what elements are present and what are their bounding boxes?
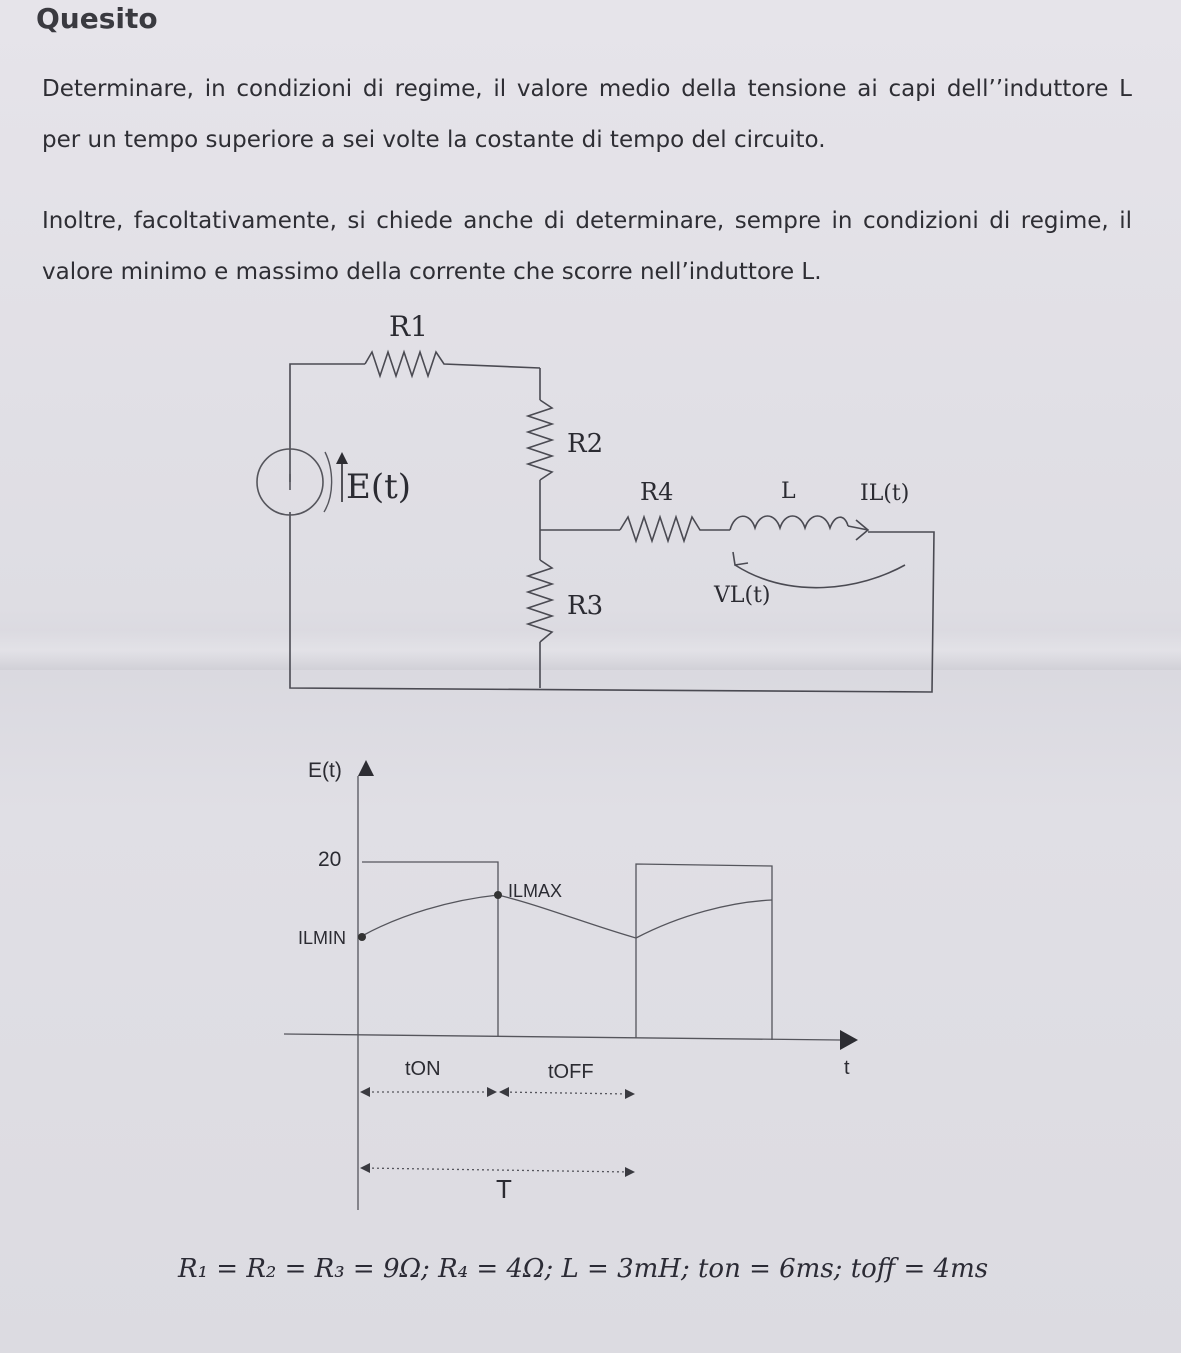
r1-label: R1 [389, 310, 428, 343]
il-min-dot [358, 933, 366, 941]
r3-label: R3 [567, 591, 604, 621]
pulse-1 [362, 862, 498, 1036]
level-label: 20 [318, 848, 342, 871]
page-title: Quesito [36, 2, 158, 35]
optional-paragraph: Inoltre, facoltativamente, si chiede anche di determinare, sempre in condizioni di regime, il valore minimo e massimo della corrente che scorre nell’induttore L. [42, 208, 1132, 285]
y-axis-label: E(t) [308, 759, 342, 782]
source-label: E(t) [346, 467, 412, 507]
x-axis-arrow-icon [840, 1030, 858, 1050]
il-max-label: ILMAX [508, 881, 563, 901]
x-axis [284, 1034, 840, 1040]
voltage-label: VL(t) [714, 583, 771, 608]
r2-label: R2 [567, 429, 604, 459]
current-curve [362, 895, 772, 938]
question-paragraph: Determinare, in condizioni di regime, il valore medio della tensione ai capi dell’’induttore L per un tempo superiore a sei volte la costante di tempo del circuito. [42, 76, 1132, 153]
parameters-formula: R₁ = R₂ = R₃ = 9Ω; R₄ = 4Ω; L = 3mH; ton = 6ms; toff = 4ms [178, 1254, 989, 1284]
toff-label: tOFF [548, 1061, 594, 1083]
il-min-label: ILMIN [298, 928, 347, 948]
r4-label: R4 [640, 478, 674, 506]
y-axis-arrow-icon [358, 760, 374, 776]
current-label: IL(t) [860, 481, 910, 506]
pulse-2 [636, 864, 772, 1040]
ton-label: tON [405, 1058, 441, 1080]
inductor-label: L [781, 479, 796, 504]
il-max-dot [494, 891, 502, 899]
period-label: T [496, 1174, 512, 1204]
x-axis-label: t [844, 1057, 850, 1079]
